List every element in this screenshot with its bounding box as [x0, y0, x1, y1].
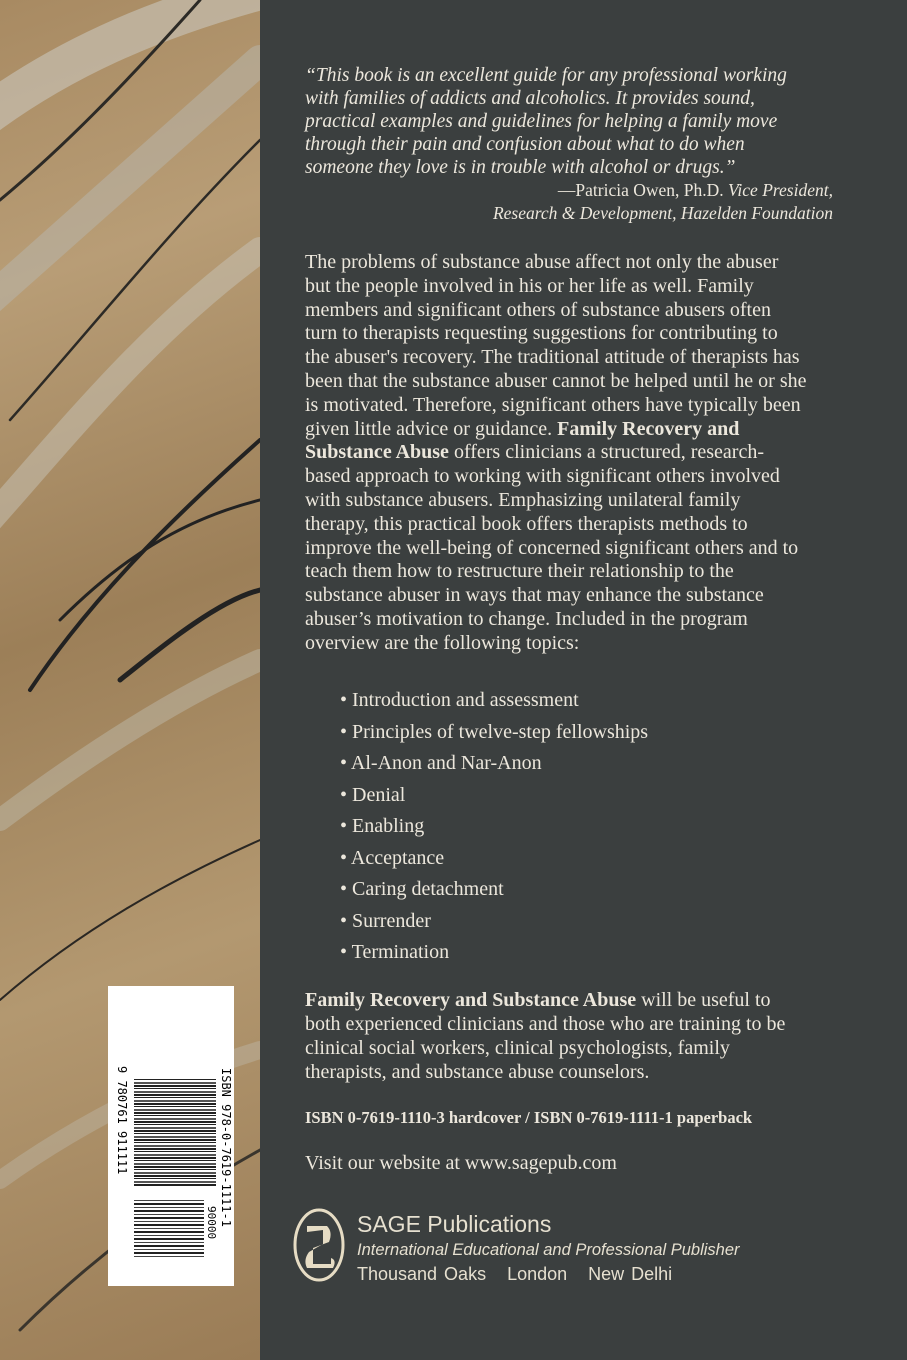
isbn-barcode	[108, 986, 234, 1286]
topic-item	[340, 719, 648, 751]
quote-line: “This book is an excellent guide for any professional working	[305, 65, 787, 86]
closing-text: will be useful to	[636, 989, 771, 1011]
description-text: therapy, this practical book offers therapists methods to	[305, 512, 748, 535]
topic-item	[340, 845, 648, 877]
book-title: Family Recovery and	[557, 417, 740, 440]
quote-line: someone they love is in trouble with alcohol or drugs.”	[305, 157, 736, 178]
description-text: overview are the following topics:	[305, 631, 580, 654]
topic-label: Principles of twelve-step fellowships	[352, 720, 649, 743]
barcode-graphic	[108, 986, 234, 1286]
description-line	[305, 465, 865, 489]
publisher-name: SAGE Publications	[357, 1211, 552, 1237]
description-text: been that the substance abuser cannot be helped until he or she	[305, 369, 807, 392]
bullet-icon: •	[340, 815, 353, 837]
topic-label: Surrender	[352, 909, 431, 932]
topic-label: Termination	[351, 941, 450, 963]
description-line	[305, 418, 865, 442]
bullet-icon: •	[340, 783, 353, 806]
description-line	[305, 370, 865, 394]
closing-text: therapists, and substance abuse counselors.	[305, 1061, 650, 1083]
sage-logo-icon	[293, 1208, 345, 1282]
description-line	[305, 346, 865, 370]
topic-label: Caring detachment	[352, 878, 504, 900]
description-line	[305, 560, 865, 584]
website-text: Visit our website at www.sagepub.com	[305, 1152, 617, 1174]
description-line	[305, 299, 865, 323]
topics-list	[340, 687, 648, 971]
topic-label: Introduction and assessment	[352, 689, 579, 711]
description-text: offers clinicians a structured, research-	[448, 441, 764, 464]
topic-item	[340, 813, 648, 845]
description-text: the abuser's recovery. The traditional attitude of therapists has	[305, 346, 800, 369]
description-line	[305, 322, 865, 346]
topic-item	[340, 908, 648, 940]
bullet-icon: •	[340, 846, 351, 869]
description-text: with substance abusers. Emphasizing unilateral family	[305, 488, 741, 511]
topic-label: Denial	[352, 783, 406, 806]
publisher-tagline: International Educational and Professional Publisher	[357, 1241, 740, 1259]
isbn-info: ISBN 0-7619-1110-3 hardcover / ISBN 0-7619-1111-1 paperback	[305, 1108, 753, 1127]
description-line	[305, 489, 865, 513]
topic-item	[340, 939, 648, 971]
description-text: members and significant others of substance abusers often	[305, 298, 771, 321]
description-line	[305, 608, 865, 632]
book-title: Family Recovery and Substance Abuse	[305, 989, 637, 1011]
topic-item	[340, 876, 648, 908]
description-line	[305, 632, 865, 656]
closing-text: clinical social workers, clinical psychologists, family	[305, 1037, 730, 1059]
description-line	[305, 513, 865, 537]
description-text: substance abuser in ways that may enhance the substance	[305, 584, 764, 607]
barcode-digits: 9 780761 911111	[115, 1066, 129, 1175]
book-description	[305, 251, 865, 656]
closing-text: both experienced clinicians and those who are training to be	[305, 1013, 786, 1035]
bullet-icon: •	[340, 941, 352, 963]
bullet-icon: •	[340, 752, 351, 774]
book-title: Substance Abuse	[305, 441, 449, 464]
barcode-isbn-text: ISBN 978-0-7619-1111-1	[219, 1068, 233, 1227]
bullet-icon: •	[340, 878, 353, 900]
bullet-icon: •	[340, 720, 353, 743]
description-text: teach them how to restructure their relationship to the	[305, 560, 734, 583]
quote-line: through their pain and confusion about what to do when	[305, 134, 745, 155]
quote-role: Vice President,	[728, 180, 833, 200]
publisher-cities: Thousand Oaks London New Delhi	[357, 1264, 673, 1284]
description-line	[305, 251, 865, 275]
quote-author: —Patricia Owen, Ph.D.	[557, 180, 724, 200]
quote-line: with families of addicts and alcoholics. It provides sound,	[305, 88, 755, 109]
description-text: improve the well-being of concerned significant others and to	[305, 536, 799, 559]
description-text: based approach to working with significant others involved	[305, 465, 780, 488]
bullet-icon: •	[340, 689, 353, 711]
endorsement-quote	[305, 64, 845, 225]
description-text: The problems of substance abuse affect not only the abuser	[305, 251, 779, 273]
topic-label: Al-Anon and Nar-Anon	[350, 752, 542, 774]
description-text: but the people involved in his or her life as well. Family	[305, 274, 754, 297]
description-line	[305, 441, 865, 465]
topic-item	[340, 782, 648, 814]
topic-label: Acceptance	[350, 846, 445, 869]
description-text: turn to therapists requesting suggestions for contributing to	[305, 322, 778, 345]
closing-paragraph	[305, 988, 785, 1084]
publisher-block	[357, 1210, 740, 1286]
quote-line: practical examples and guidelines for helping a family move	[305, 111, 778, 132]
topic-label: Enabling	[352, 815, 425, 837]
description-line	[305, 537, 865, 561]
description-line	[305, 275, 865, 299]
description-text: is motivated. Therefore, significant others have typically been	[305, 393, 801, 416]
description-line	[305, 584, 865, 608]
topic-item	[340, 750, 648, 782]
description-text: abuser’s motivation to change. Included in the program	[305, 607, 748, 630]
quote-attribution	[305, 179, 845, 225]
bullet-icon: •	[340, 909, 353, 932]
barcode-addon: 90000	[205, 1206, 218, 1240]
description-text: given little advice or guidance.	[305, 417, 558, 440]
quote-org: Research & Development, Hazelden Foundation	[492, 203, 833, 223]
topic-item	[340, 687, 648, 719]
description-line	[305, 394, 865, 418]
